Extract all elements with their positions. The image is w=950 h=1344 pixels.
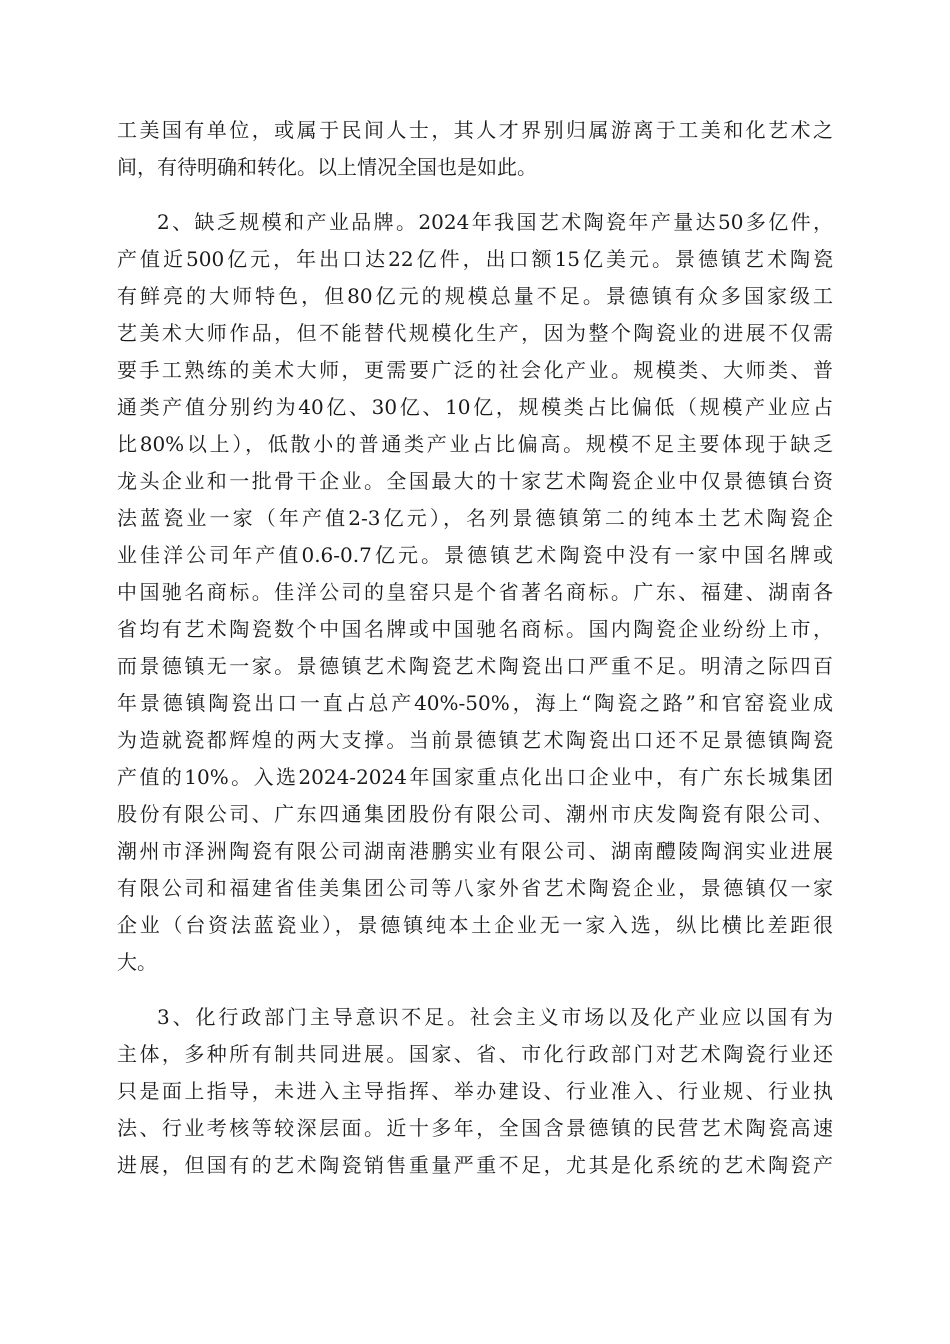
- text-line: 3、化行政部门主导意识不足。社会主义市场以及化产业应以国有为: [157, 1005, 833, 1029]
- paragraph-2: [117, 204, 833, 981]
- text-line: 进展，但国有的艺术陶瓷销售重量严重不足，尤其是化系统的艺术陶瓷产: [117, 1153, 833, 1177]
- text-line: 省均有艺术陶瓷数个中国名牌或中国驰名商标。国内陶瓷企业纷纷上市，: [117, 617, 833, 641]
- text-line: 2、缺乏规模和产业品牌。2024年我国艺术陶瓷年产量达50多亿件，: [157, 210, 833, 234]
- text-line: 艺美术大师作品，但不能替代规模化生产，因为整个陶瓷业的进展不仅需: [117, 321, 833, 345]
- text-line: 产值近500亿元，年出口达22亿件，出口额15亿美元。景德镇艺术陶瓷: [117, 247, 833, 271]
- paragraph-3: [117, 999, 833, 1184]
- text-line: 有鲜亮的大师特色，但80亿元的规模总量不足。景德镇有众多国家级工: [117, 284, 833, 308]
- text-line: 主体，多种所有制共同进展。国家、省、市化行政部门对艺术陶瓷行业还: [117, 1042, 833, 1066]
- text-line: 大。: [117, 950, 157, 974]
- text-line: 通类产值分别约为40亿、30亿、10亿，规模类占比偏低（规模产业应占: [117, 395, 833, 419]
- text-line: 法蓝瓷业一家（年产值2-3亿元），名列景德镇第二的纯本土艺术陶瓷企: [117, 506, 833, 530]
- text-line: 有限公司和福建省佳美集团公司等八家外省艺术陶瓷企业，景德镇仅一家: [117, 876, 833, 900]
- text-line: 中国驰名商标。佳洋公司的皇窑只是个省著名商标。广东、福建、湖南各: [117, 580, 833, 604]
- text-line: 潮州市泽洲陶瓷有限公司湖南港鹏实业有限公司、湖南醴陵陶润实业进展: [117, 839, 833, 863]
- text-line: 为造就瓷都辉煌的两大支撑。当前景德镇艺术陶瓷出口还不足景德镇陶瓷: [117, 728, 833, 752]
- text-line: 年景德镇陶瓷出口一直占总产40%-50%，海上“陶瓷之路”和官窑瓷业成: [117, 691, 833, 715]
- text-line: 比80%以上），低散小的普通类产业占比偏高。规模不足主要体现于缺乏: [117, 432, 833, 456]
- text-line: 工美国有单位，或属于民间人士，其人才界别归属游离于工美和化艺术之: [117, 118, 833, 142]
- document-body: [117, 112, 833, 1184]
- text-line: 股份有限公司、广东四通集团股份有限公司、潮州市庆发陶瓷有限公司、: [117, 802, 833, 826]
- paragraph-1: [117, 112, 833, 186]
- text-line: 而景德镇无一家。景德镇艺术陶瓷艺术陶瓷出口严重不足。明清之际四百: [117, 654, 833, 678]
- text-line: 只是面上指导，未进入主导指挥、举办建设、行业准入、行业规、行业执: [117, 1079, 833, 1103]
- text-line: 法、行业考核等较深层面。近十多年，全国含景德镇的民营艺术陶瓷高速: [117, 1116, 833, 1140]
- text-line: 企业（台资法蓝瓷业），景德镇纯本土企业无一家入选，纵比横比差距很: [117, 913, 833, 937]
- text-line: 间，有待明确和转化。以上情况全国也是如此。: [117, 155, 537, 179]
- text-line: 业佳洋公司年产值0.6-0.7亿元。景德镇艺术陶瓷中没有一家中国名牌或: [117, 543, 833, 567]
- text-line: 产值的10%。入选2024-2024年国家重点化出口企业中，有广东长城集团: [117, 765, 833, 789]
- text-line: 要手工熟练的美术大师，更需要广泛的社会化产业。规模类、大师类、普: [117, 358, 833, 382]
- text-line: 龙头企业和一批骨干企业。全国最大的十家艺术陶瓷企业中仅景德镇台资: [117, 469, 833, 493]
